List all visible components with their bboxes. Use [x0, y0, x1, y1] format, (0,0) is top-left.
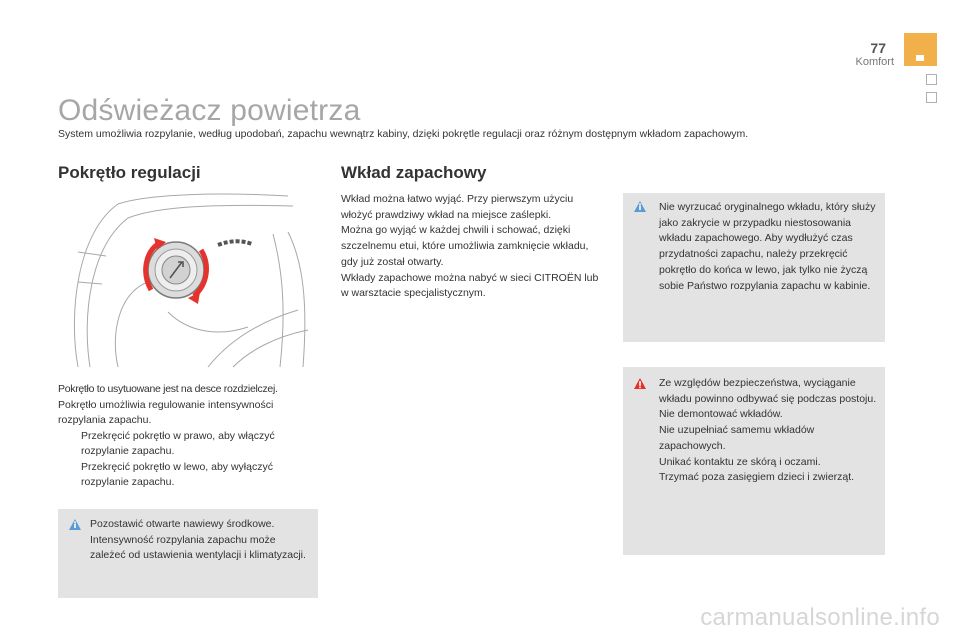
bullet-text: Przekręcić pokrętło w prawo, aby włączyć rozpylanie zapachu.	[81, 429, 275, 457]
intro-text: System umożliwia rozpylanie, według upodobań, zapachu wewnątrz kabiny, dzięki pokrętle regulacji oraz różnym dostępnym wkładom zapachowym.	[58, 128, 749, 140]
cartridge-text-line: Wkłady zapachowe można nabyć w sieci CITROËN lub w warsztacie specjalistycznym.	[341, 271, 599, 300]
info-note-cartridge	[623, 193, 885, 342]
warning-note-safety	[623, 367, 885, 555]
chapter-tab-empty[interactable]	[926, 92, 937, 103]
chapter-tab[interactable]	[904, 33, 937, 66]
warning-line: Nie demontować wkładów.	[659, 408, 783, 421]
info-note-text: Nie wyrzucać oryginalnego wkładu, który służy jako zakrycie w przypadku niestosowania wkładu zapachowego. Aby wydłużyć czas przydatności zapachu, należy przekręcić pokrętło do końca w lewo, jak tylko nie życzą sobie Państwo rozpylania zapachu w kabinie.	[659, 201, 876, 292]
dashboard-knob-illustration	[58, 192, 320, 372]
chapter-tab-marker	[916, 55, 924, 61]
info-note-vents	[58, 509, 318, 598]
chapter-tab-empty[interactable]	[926, 74, 937, 85]
list-item	[58, 460, 323, 491]
section-name: Komfort	[855, 56, 894, 68]
knob-function-text: Pokrętło umożliwia regulowanie intensywności rozpylania zapachu.	[58, 398, 274, 426]
page-number: 77	[870, 40, 886, 56]
info-icon	[633, 200, 647, 214]
control-knob-description	[58, 382, 323, 491]
heading-fragrance-cartridge: Wkład zapachowy	[341, 163, 487, 182]
warning-line: Unikać kontaktu ze skórą i oczami.	[659, 455, 821, 468]
bullet-text: Przekręcić pokrętło w lewo, aby wyłączyć rozpylanie zapachu.	[81, 460, 273, 488]
warning-line: Nie uzupełniać samemu wkładów zapachowych.	[659, 424, 815, 452]
cartridge-text-line: Można go wyjąć w każdej chwili i schować, dzięki szczelnemu etui, które umożliwia zamknięcie wkładu, gdy już został otwarty.	[341, 224, 589, 268]
list-item	[58, 429, 323, 460]
info-note-text: Pozostawić otwarte nawiewy środkowe. Intensywność rozpylania zapachu może zależeć od ustawienia wentylacji i klimatyzacji.	[90, 518, 306, 562]
warning-text	[659, 376, 881, 486]
info-icon	[68, 518, 82, 532]
watermark: carmanualsonline.info	[700, 604, 940, 631]
warning-line: Trzymać poza zasięgiem dzieci i zwierząt.	[659, 471, 855, 484]
knob-location-text: Pokrętło to usytuowane jest na desce rozdzielczej.	[58, 383, 278, 395]
cartridge-description	[341, 192, 603, 302]
heading-control-knob: Pokrętło regulacji	[58, 163, 201, 182]
warning-line: Ze względów bezpieczeństwa, wyciąganie wkładu powinno odbywać się podczas postoju.	[659, 377, 877, 405]
page-title: Odświeżacz powietrza	[58, 94, 361, 127]
warning-icon	[633, 377, 647, 391]
cartridge-text-line: Wkład można łatwo wyjąć. Przy pierwszym użyciu włożyć prawdziwy wkład na miejsce zaślepki.	[341, 193, 574, 221]
